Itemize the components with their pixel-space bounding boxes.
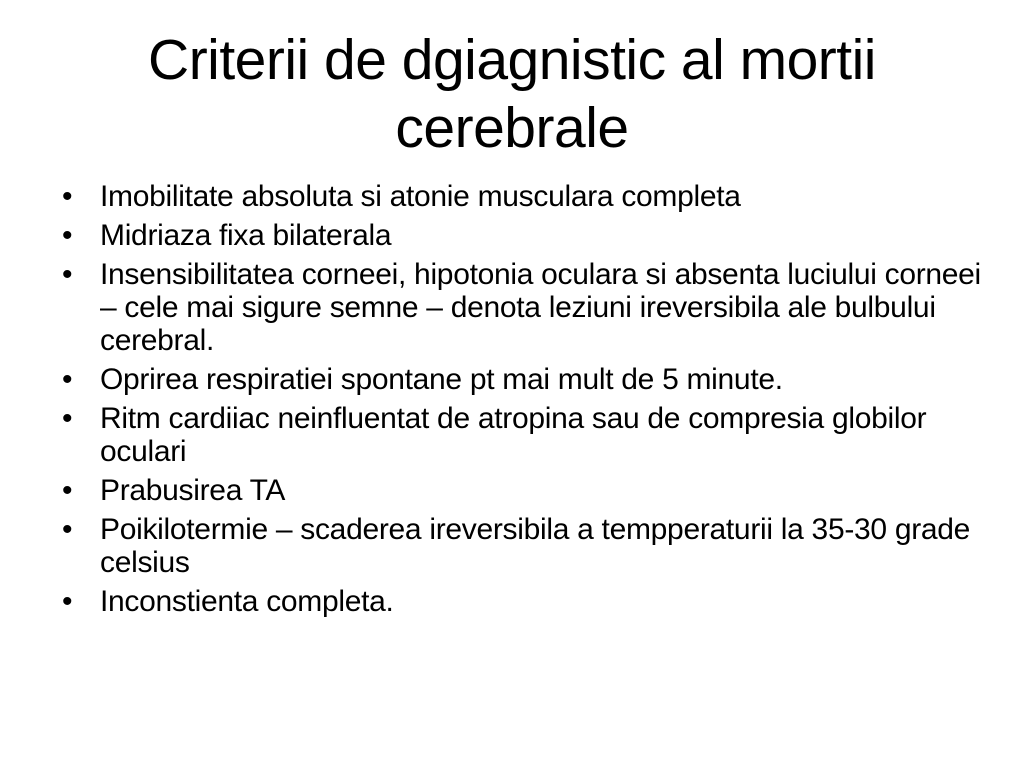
bullet-marker: • <box>62 180 73 213</box>
bullet-text: Ritm cardiiac neinfluentat de atropina sau de compresia globilor oculari <box>100 402 927 468</box>
bullet-marker: • <box>62 402 73 435</box>
bullet-marker: • <box>62 585 73 618</box>
slide-title: Criterii de dgiagnistic al mortii cerebrale <box>148 28 876 160</box>
bullet-marker: • <box>62 258 73 291</box>
bullet-item-inconstienta <box>62 585 982 618</box>
bullet-item-imobilitate <box>62 180 982 213</box>
bullet-text: Prabusirea TA <box>100 474 286 507</box>
bullet-marker: • <box>62 363 73 396</box>
bullet-item-poikilotermie <box>62 513 982 579</box>
bullet-item-prabusirea-ta <box>62 474 982 507</box>
bullet-text: Imobilitate absoluta si atonie musculara completa <box>100 180 741 213</box>
bullet-text: Insensibilitatea corneei, hipotonia oculara si absenta luciului corneei – cele mai sigure semne – denota leziuni ireversibila ale bulbului cerebral. <box>100 258 981 357</box>
bullet-marker: • <box>62 474 73 507</box>
bullet-item-insensibilitate <box>62 258 982 357</box>
bullet-text: Oprirea respiratiei spontane pt mai mult de 5 minute. <box>100 363 783 396</box>
bullet-text: Inconstienta completa. <box>100 585 394 618</box>
bullet-marker: • <box>62 513 73 546</box>
bullet-item-ritm-cardiac <box>62 402 982 468</box>
bullet-marker: • <box>62 219 73 252</box>
bullet-list <box>62 180 982 624</box>
bullet-item-oprirea-respiratiei <box>62 363 982 396</box>
bullet-text: Midriaza fixa bilaterala <box>100 219 392 252</box>
bullet-text: Poikilotermie – scaderea ireversibila a tempperaturii la 35-30 grade celsius <box>100 513 971 579</box>
bullet-item-midriaza <box>62 219 982 252</box>
